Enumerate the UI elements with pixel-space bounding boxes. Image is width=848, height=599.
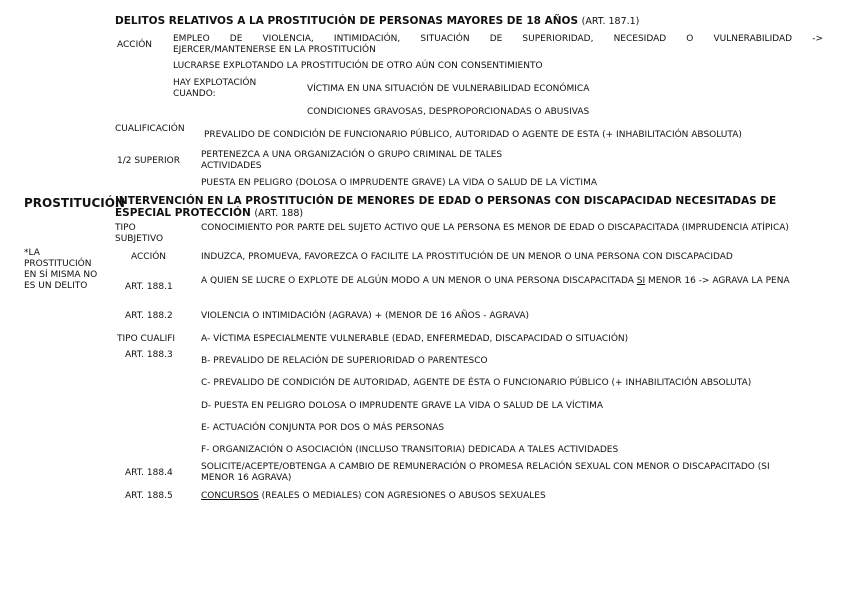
section-2-heading [115, 195, 825, 220]
s1-cualif-1: PREVALIDO DE CONDICIÓN DE FUNCIONARIO PÚBLICO, AUTORIDAD O AGENTE DE ESTA (+ INHABILITACIÓN ABSOLUTA) [204, 130, 742, 140]
s1-cualif-label: CUALIFICACIÓN [115, 124, 185, 134]
art-188-5-rest: (REALES O MEDIALES) CON AGRESIONES O ABUSOS SEXUALES [258, 491, 546, 501]
art-188-1-label: ART. 188.1 [125, 282, 173, 292]
art-188-1-part-b: MENOR 16 -> AGRAVA LA PENA [645, 276, 790, 286]
art-188-3-e: E- ACTUACIÓN CONJUNTA POR DOS O MÁS PERSONAS [201, 423, 445, 433]
art-188-4-text: SOLICITE/ACEPTE/OBTENGA A CAMBIO DE REMUNERACIÓN O PROMESA RELACIÓN SEXUAL CON MENOR O DISCAPACITADO (SI MENOR 16 AGRAVA) [201, 462, 770, 483]
s2-tipo-subjetivo-label: TIPO SUBJETIVO [115, 223, 164, 244]
s1-accion-1-line2: EJERCER/MANTENERSE EN LA PROSTITUCIÓN [173, 45, 376, 55]
art-188-2-label: ART. 188.2 [125, 311, 173, 321]
section-1-heading [115, 15, 639, 28]
art-188-1-part-a: A QUIEN SE LUCRE O EXPLOTE DE ALGÚN MODO A UN MENOR O UNA PERSONA DISCAPACITADA [201, 276, 637, 286]
art-188-3-label: ART. 188.3 [125, 350, 173, 360]
tipo-cualifi-label: TIPO CUALIFI [117, 334, 176, 344]
art-188-1-text [201, 276, 823, 287]
s2-tipo-subjetivo: CONOCIMIENTO POR PARTE DEL SUJETO ACTIVO QUE LA PERSONA ES MENOR DE EDAD O DISCAPACITADA (IMPRUDENCIA ATÍPICA) [201, 223, 789, 233]
s1-cualif-2: PERTENEZCA A UNA ORGANIZACIÓN O GRUPO CRIMINAL DE TALES ACTIVIDADES [201, 150, 503, 171]
s1-explotacion-2: CONDICIONES GRAVOSAS, DESPROPORCIONADAS O ABUSIVAS [307, 107, 590, 117]
art-188-3-f: F- ORGANIZACIÓN O ASOCIACIÓN (INCLUSO TRANSITORIA) DEDICADA A TALES ACTIVIDADES [201, 445, 619, 455]
s2-accion-label: ACCIÓN [131, 252, 167, 262]
art-188-5-concursos: CONCURSOS [201, 491, 259, 501]
art-188-2-text: VIOLENCIA O INTIMIDACIÓN (AGRAVA) + (MENOR DE 16 AÑOS - AGRAVA) [201, 311, 530, 321]
art-188-4-label: ART. 188.4 [125, 468, 173, 478]
s1-accion-2: LUCRARSE EXPLOTANDO LA PROSTITUCIÓN DE OTRO AÚN CON CONSENTIMIENTO [173, 61, 543, 71]
s1-accion-1-line1: EMPLEO DE VIOLENCIA, INTIMIDACIÓN, SITUACIÓN DE SUPERIORIDAD, NECESIDAD O VULNERABILIDAD -> [173, 34, 823, 44]
s2-accion: INDUZCA, PROMUEVA, FAVOREZCA O FACILITE LA PROSTITUCIÓN DE UN MENOR O UNA PERSONA CON DISCAPACIDAD [201, 252, 733, 262]
section-2-ref: (ART. 188) [254, 208, 304, 219]
side-note: *LA PROSTITUCIÓN EN SÍ MISMA NO ES UN DELITO [24, 248, 98, 291]
art-188-3-a: A- VÍCTIMA ESPECIALMENTE VULNERABLE (EDAD, ENFERMEDAD, DISCAPACIDAD O SITUACIÓN) [201, 334, 629, 344]
s1-explotacion-label: HAY EXPLOTACIÓN CUANDO: [173, 78, 257, 99]
art-188-1-si: SI [636, 276, 646, 286]
side-title: PROSTITUCIÓN [24, 196, 125, 210]
art-188-3-d: D- PUESTA EN PELIGRO DOLOSA O IMPRUDENTE GRAVE LA VIDA O SALUD DE LA VÍCTIMA [201, 401, 604, 411]
section-1-ref: (ART. 187.1) [581, 16, 640, 27]
section-1-title: DELITOS RELATIVOS A LA PROSTITUCIÓN DE PERSONAS MAYORES DE 18 AÑOS [115, 15, 578, 27]
s1-accion-label: ACCIÓN [117, 40, 153, 50]
s1-explotacion-1: VÍCTIMA EN UNA SITUACIÓN DE VULNERABILIDAD ECONÓMICA [307, 84, 590, 94]
section-2-title: INTERVENCIÓN EN LA PROSTITUCIÓN DE MENORES DE EDAD O PERSONAS CON DISCAPACIDAD NECESITADAS DE ESPECIAL PROTECCIÓN [115, 195, 777, 219]
art-188-3-c: C- PREVALIDO DE CONDICIÓN DE AUTORIDAD, AGENTE DE ÉSTA O FUNCIONARIO PÚBLICO (+ INHABILITACIÓN ABSOLUTA) [201, 378, 752, 388]
art-188-5-label: ART. 188.5 [125, 491, 173, 501]
art-188-3-b: B- PREVALIDO DE RELACIÓN DE SUPERIORIDAD O PARENTESCO [201, 356, 488, 366]
s1-cualif-3: PUESTA EN PELIGRO (DOLOSA O IMPRUDENTE GRAVE) LA VIDA O SALUD DE LA VÍCTIMA [201, 178, 597, 188]
s1-superior-label: 1/2 SUPERIOR [117, 156, 181, 166]
art-188-5-text [201, 491, 546, 502]
